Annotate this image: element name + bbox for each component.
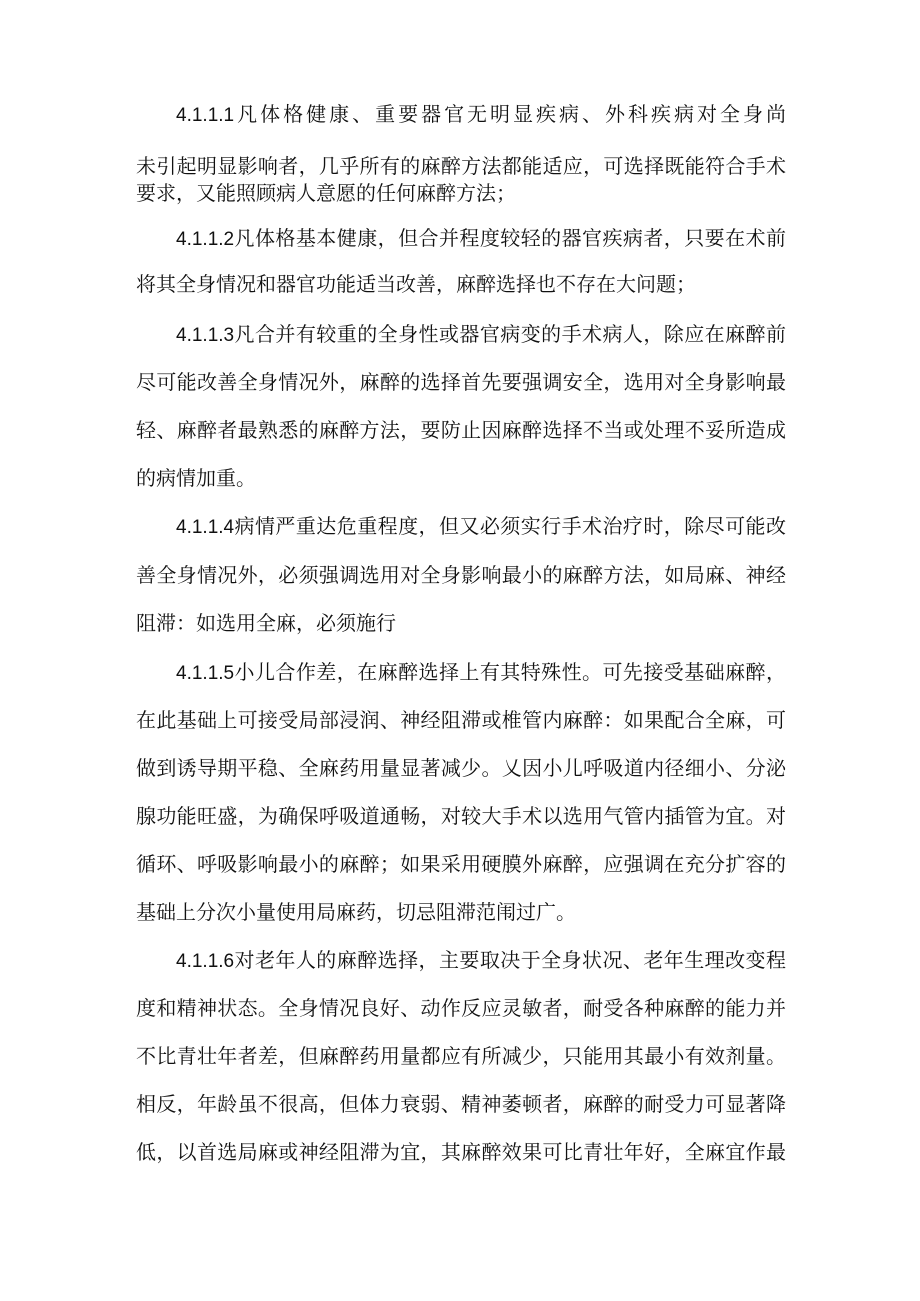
paragraph-text: 善全身情况外，必须强调选用对全身影响最小的麻醉方法，如局麻、神经 <box>136 563 786 587</box>
section-number: 4.1.1.3 <box>176 325 235 346</box>
paragraph-text: 度和精神状态。全身情况良好、动作反应灵敏者，耐受各种麻醉的能力并 <box>136 996 786 1020</box>
paragraph-text: 相反，年龄虽不很高，但体力衰弱、精神萎顿者，麻醉的耐受力可显著降 <box>136 1092 786 1116</box>
paragraph-4-1-1-6-line-3 <box>136 1042 786 1070</box>
paragraph-text: 低，以首选局麻或神经阻滞为宜，其麻醉效果可比青壮年好，全麻宜作最 <box>136 1140 786 1164</box>
section-number: 4.1.1.6 <box>176 951 235 972</box>
paragraph-4-1-1-5-line-5 <box>136 850 786 878</box>
paragraph-text: 未引起明显影响者，几乎所有的麻醉方法都能适应，可选择既能符合手术 <box>136 154 786 178</box>
paragraph-4-1-1-1-line-3 <box>136 179 786 207</box>
section-number: 4.1.1.1 <box>176 105 235 126</box>
section-number: 4.1.1.4 <box>176 517 235 538</box>
paragraph-4-1-1-3-line-4 <box>136 464 786 492</box>
section-number: 4.1.1.5 <box>176 663 235 684</box>
paragraph-4-1-1-5-line-4 <box>136 802 786 830</box>
paragraph-text: 轻、麻醉者最熟悉的麻醉方法，要防止因麻醉选择不当或处理不妥所造成 <box>136 418 786 442</box>
paragraph-text: 要求，又能照顾病人意愿的任何麻醉方法； <box>136 181 516 205</box>
paragraph-4-1-1-4-line-3 <box>136 609 786 637</box>
paragraph-4-1-1-5-line-2 <box>136 706 786 734</box>
paragraph-4-1-1-2-line-1 <box>176 224 786 254</box>
paragraph-4-1-1-2-line-2 <box>136 270 786 298</box>
paragraph-4-1-1-6-line-4 <box>136 1090 786 1118</box>
paragraph-4-1-1-5-line-3 <box>136 754 786 782</box>
paragraph-text: 不比青壮年者差，但麻醉药用量都应有所减少，只能用其最小有效剂量。 <box>136 1044 786 1068</box>
paragraph-4-1-1-5-line-1 <box>176 658 786 688</box>
paragraph-text: 的病情加重。 <box>136 466 256 490</box>
paragraph-text: 腺功能旺盛，为确保呼吸道通畅，对较大手术以选用气管内插管为宜。对 <box>136 804 786 828</box>
paragraph-4-1-1-6-line-2 <box>136 994 786 1022</box>
paragraph-text: 凡体格健康、重要器官无明显疾病、外科疾病对全身尚 <box>234 102 786 126</box>
paragraph-text: 做到诱导期平稳、全麻药用量显著减少。乂因小儿呼吸道内径细小、分泌 <box>136 756 786 780</box>
paragraph-text: 阻滞：如选用全麻，必须施行 <box>136 611 396 635</box>
paragraph-text: 尽可能改善全身情况外，麻醉的选择首先要强调安全，选用对全身影响最 <box>136 370 786 394</box>
paragraph-text: 在此基础上可接受局部浸润、神经阻滞或椎管内麻醉：如果配合全麻，可 <box>136 708 786 732</box>
paragraph-text: 凡体格基本健康，但合并程度较轻的器官疾病者，只要在术前 <box>234 226 786 250</box>
paragraph-4-1-1-6-line-1 <box>176 946 786 976</box>
paragraph-text: 凡合并有较重的全身性或器官病变的手术病人，除应在麻醉前 <box>234 322 786 346</box>
paragraph-4-1-1-3-line-1 <box>176 320 786 350</box>
paragraph-4-1-1-4-line-1 <box>176 512 786 542</box>
paragraph-4-1-1-1-line-2 <box>136 152 786 180</box>
paragraph-text: 将其全身情况和器官功能适当改善，麻醉选择也不存在大问题； <box>136 272 696 296</box>
paragraph-text: 基础上分次小量使用局麻药，切忌阻滞范闱过广。 <box>136 900 576 924</box>
section-number: 4.1.1.2 <box>176 229 235 250</box>
paragraph-text: 病情严重达危重程度，但又必须实行手术治疗时，除尽可能改 <box>234 514 786 538</box>
paragraph-4-1-1-3-line-2 <box>136 368 786 396</box>
paragraph-4-1-1-4-line-2 <box>136 561 786 589</box>
paragraph-text: 小儿合作差，在麻醉选择上有其特殊性。可先接受基础麻醉， <box>234 660 786 684</box>
paragraph-4-1-1-6-line-5 <box>136 1138 786 1166</box>
paragraph-text: 对老年人的麻醉选择，主要取决于全身状况、老年生理改变程 <box>234 948 786 972</box>
paragraph-4-1-1-1-line-1 <box>176 100 786 130</box>
paragraph-text: 循环、呼吸影响最小的麻醉；如果采用硬膜外麻醉，应强调在充分扩容的 <box>136 852 786 876</box>
paragraph-4-1-1-3-line-3 <box>136 416 786 444</box>
paragraph-4-1-1-5-line-6 <box>136 898 786 926</box>
